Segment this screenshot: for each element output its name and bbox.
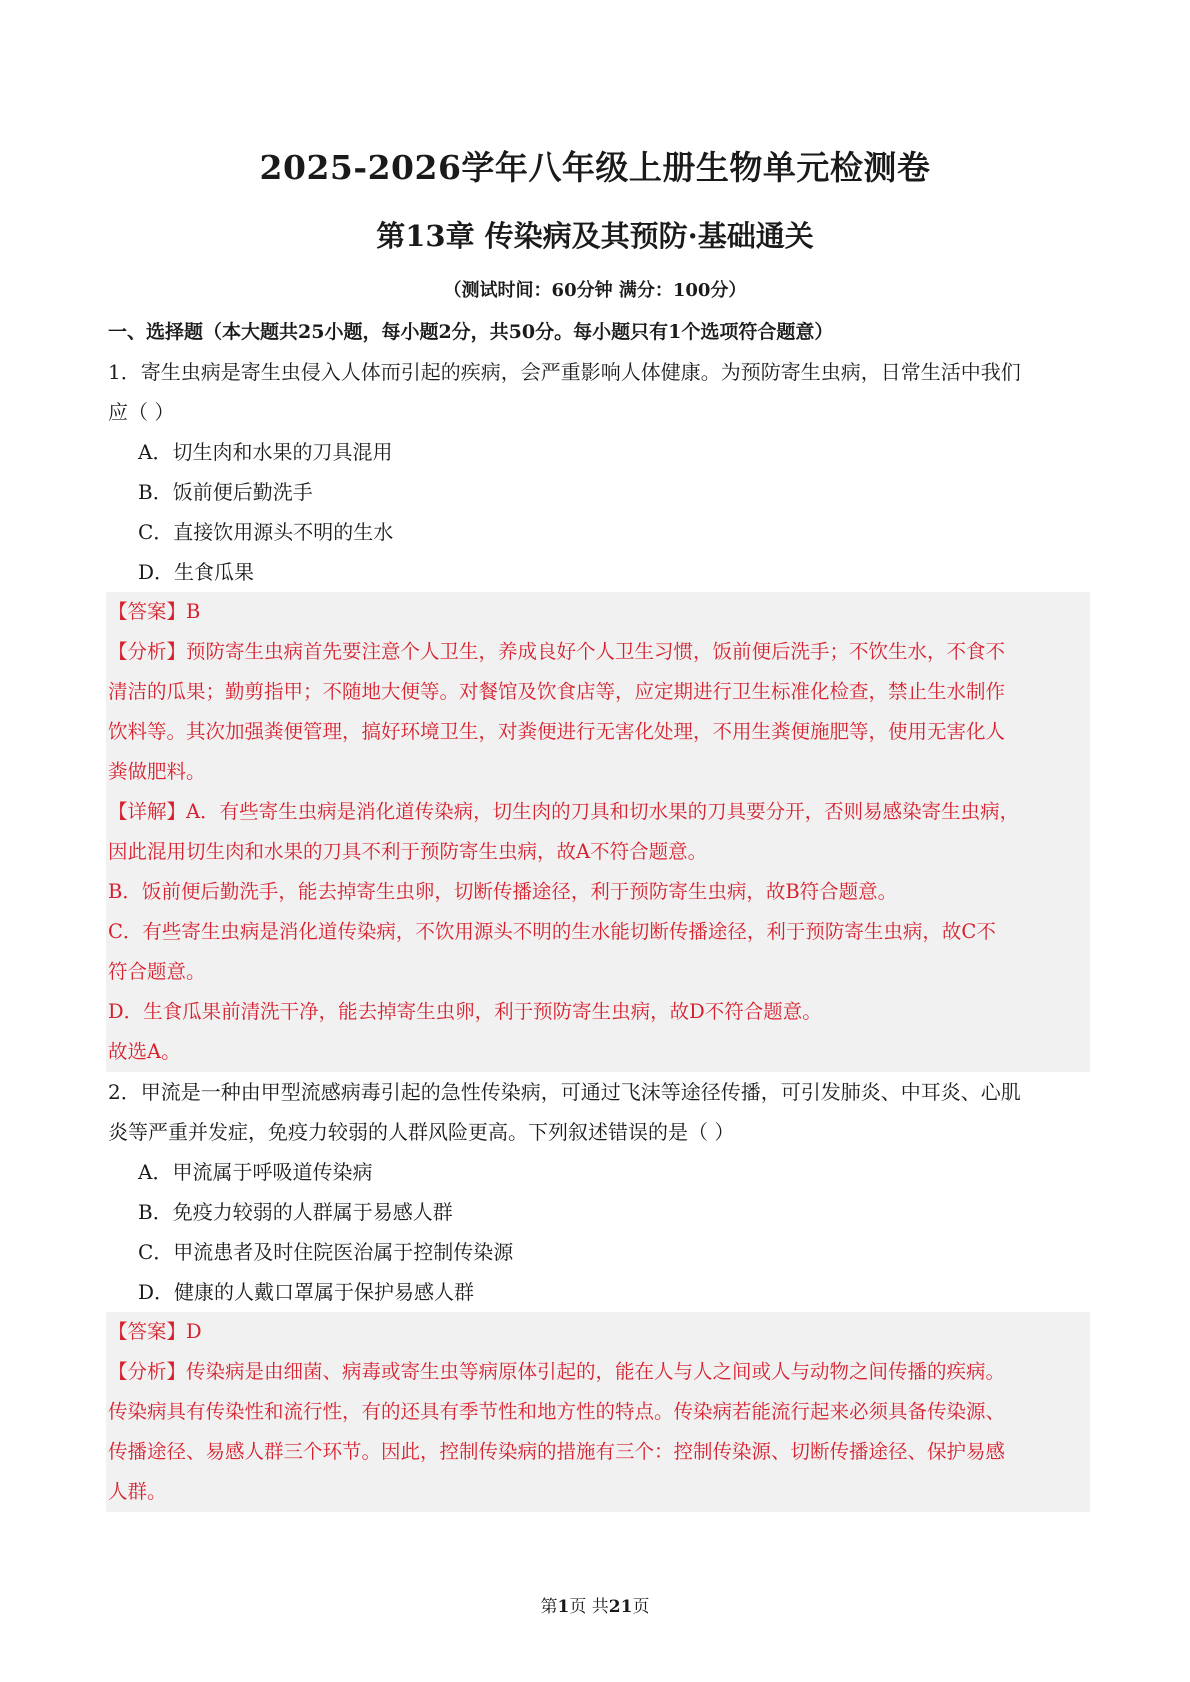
analysis-line: 【分析】预防寄生虫病首先要注意个人卫生，养成良好个人卫生习惯，饭前便后洗手；不饮生水，不食不	[108, 640, 1006, 663]
detail-line: 故选A。	[108, 1040, 181, 1063]
analysis-line: 人群。	[108, 1480, 167, 1503]
answer-explanation-box	[106, 1312, 1090, 1512]
current-page-number: 1	[557, 1597, 570, 1617]
detail-line: B．饭前便后勤洗手，能去掉寄生虫卵，切断传播途径，利于预防寄生虫病，故B符合题意。	[108, 880, 898, 903]
section-heading: 一、选择题（本大题共25小题，每小题2分，共50分。每小题只有1个选项符合题意）	[108, 321, 834, 343]
question-1	[108, 352, 1086, 1072]
answer-line	[108, 592, 1090, 632]
analysis-line: 传播途径、易感人群三个环节。因此，控制传染病的措施有三个：控制传染源、切断传播途径、保护易感	[108, 1440, 1006, 1463]
analysis-tag: 【分析】	[108, 640, 187, 663]
answer-value: B	[186, 600, 201, 623]
answer-tag: 【答案】	[108, 600, 187, 623]
page-title: 2025-2026学年八年级上册生物单元检测卷	[259, 148, 931, 187]
detail-line: C．有些寄生虫病是消化道传染病，不饮用源头不明的生水能切断传播途径，利于预防寄生虫病，故C不	[108, 920, 996, 943]
test-meta: （测试时间：60分钟 满分：100分）	[443, 280, 747, 301]
chapter-subtitle: 第13章 传染病及其预防·基础通关	[376, 219, 814, 253]
detail-line: 因此混用切生肉和水果的刀具不利于预防寄生虫病，故A不符合题意。	[108, 840, 708, 863]
answer-tag: 【答案】	[108, 1320, 187, 1343]
question-stem-line: 2．甲流是一种由甲型流感病毒引起的急性传染病，可通过飞沫等途径传播，可引发肺炎、中耳炎、心肌	[108, 1080, 1021, 1104]
option-b: B．饭前便后勤洗手	[138, 480, 313, 504]
answer-value: D	[186, 1320, 202, 1343]
answer-explanation-box	[106, 592, 1090, 1072]
analysis-line: 清洁的瓜果；勤剪指甲；不随地大便等。对餐馆及饮食店等，应定期进行卫生标准化检查，禁止生水制作	[108, 680, 1006, 703]
detail-line: D．生食瓜果前清洗干净，能去掉寄生虫卵，利于预防寄生虫病，故D不符合题意。	[108, 1000, 822, 1023]
option-b: B．免疫力较弱的人群属于易感人群	[138, 1200, 453, 1224]
option-d: D．生食瓜果	[138, 560, 255, 584]
analysis-line: 粪做肥料。	[108, 760, 206, 783]
detail-tag: 【详解】	[108, 800, 187, 823]
detail-line: 符合题意。	[108, 960, 206, 983]
page-footer: 第1页 共21页	[540, 1597, 650, 1617]
option-a: A．甲流属于呼吸道传染病	[138, 1160, 373, 1184]
analysis-tag: 【分析】	[108, 1360, 187, 1383]
question-stem-line: 炎等严重并发症，免疫力较弱的人群风险更高。下列叙述错误的是（ ）	[108, 1120, 735, 1144]
option-d: D．健康的人戴口罩属于保护易感人群	[138, 1280, 475, 1304]
option-c: C．甲流患者及时住院医治属于控制传染源	[138, 1240, 514, 1264]
question-stem-line: 应（ ）	[108, 400, 175, 424]
exam-content	[108, 312, 1086, 1512]
analysis-line: 饮料等。其次加强粪便管理，搞好环境卫生，对粪便进行无害化处理，不用生粪便施肥等，使用无害化人	[108, 720, 1006, 743]
detail-line: 【详解】A．有些寄生虫病是消化道传染病，切生肉的刀具和切水果的刀具要分开，否则易感染寄生虫病，	[108, 800, 1020, 823]
question-stem-line: 1．寄生虫病是寄生虫侵入人体而引起的疾病，会严重影响人体健康。为预防寄生虫病，日常生活中我们	[108, 360, 1021, 384]
analysis-line: 【分析】传染病是由细菌、病毒或寄生虫等病原体引起的，能在人与人之间或人与动物之间传播的疾病。	[108, 1360, 1006, 1383]
question-2	[108, 1072, 1086, 1512]
option-c: C．直接饮用源头不明的生水	[138, 520, 394, 544]
answer-line	[108, 1312, 1090, 1352]
total-page-count: 21	[608, 1597, 633, 1617]
analysis-line: 传染病具有传染性和流行性，有的还具有季节性和地方性的特点。传染病若能流行起来必须具备传染源、	[108, 1400, 1006, 1423]
option-a: A．切生肉和水果的刀具混用	[138, 440, 393, 464]
